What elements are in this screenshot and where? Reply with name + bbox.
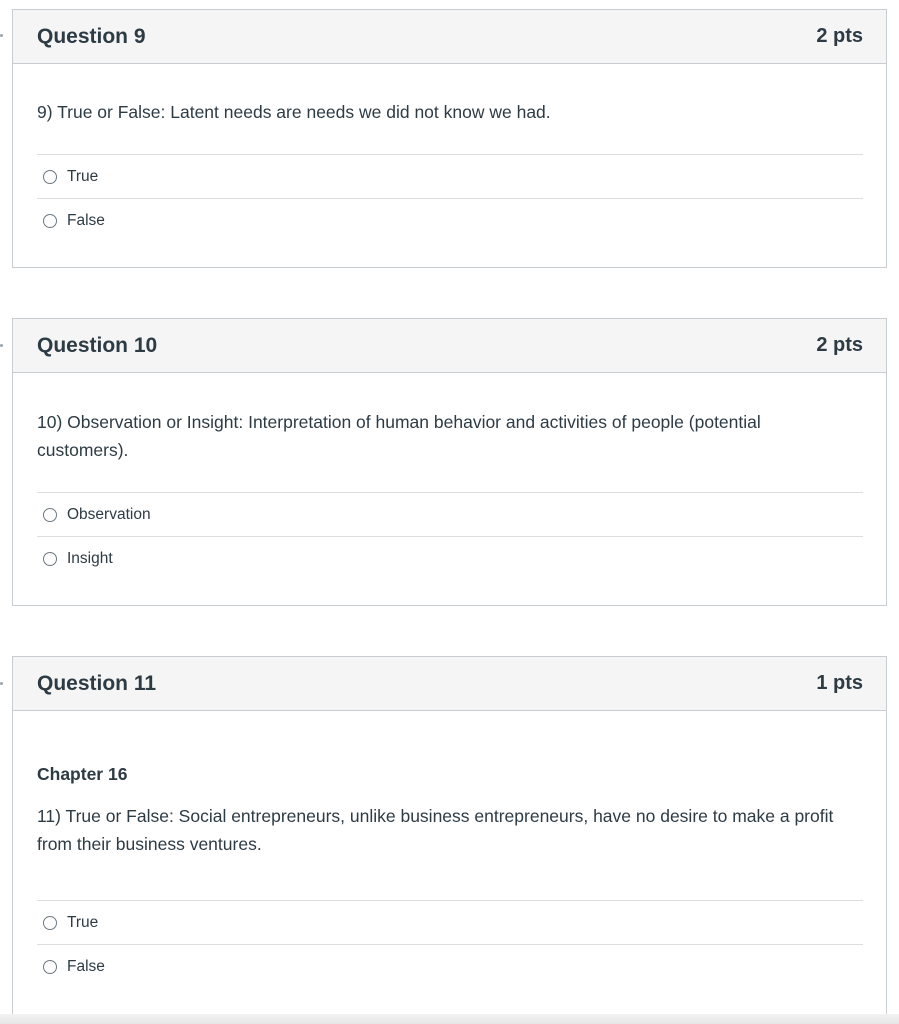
answer-label: True <box>67 167 99 185</box>
answer-label: False <box>67 212 105 229</box>
question-11 <box>12 656 887 1018</box>
edge-marker <box>0 682 3 685</box>
question-points: 1 pts <box>816 672 863 694</box>
answer-option-observation[interactable] <box>37 493 863 537</box>
radio-button-icon[interactable] <box>43 960 57 974</box>
question-header <box>13 657 886 711</box>
question-header <box>13 10 886 64</box>
question-9 <box>12 9 887 268</box>
radio-button-icon[interactable] <box>43 170 57 184</box>
answer-list <box>37 492 863 581</box>
question-text: 11) True or False: Social entrepreneurs, unlike business entrepreneurs, have no desire to make a profit from their business ventures. <box>37 806 834 854</box>
answer-option-false[interactable] <box>37 945 863 989</box>
question-body <box>13 408 886 581</box>
answer-label: True <box>67 913 99 931</box>
radio-button-icon[interactable] <box>43 508 57 522</box>
question-title: Question 9 <box>37 24 146 48</box>
answer-option-true[interactable] <box>37 901 863 945</box>
question-text: 9) True or False: Latent needs are needs we did not know we had. <box>37 102 551 122</box>
question-title: Question 10 <box>37 333 158 357</box>
edge-marker <box>0 34 3 37</box>
chapter-heading: Chapter 16 <box>37 764 128 784</box>
radio-button-icon[interactable] <box>43 916 57 930</box>
question-points: 2 pts <box>816 334 863 356</box>
question-body <box>13 98 886 243</box>
page-bottom-shadow <box>0 1014 899 1024</box>
answer-label: Insight <box>67 550 113 567</box>
answer-option-false[interactable] <box>37 199 863 243</box>
answer-option-true[interactable] <box>37 155 863 199</box>
question-header <box>13 319 886 373</box>
answer-label: False <box>67 958 105 975</box>
question-points: 2 pts <box>816 25 863 47</box>
edge-marker <box>0 344 3 347</box>
question-text: 10) Observation or Insight: Interpretation of human behavior and activities of people (potential customers). <box>37 412 761 460</box>
answer-label: Observation <box>67 505 151 523</box>
answer-list <box>37 154 863 243</box>
question-10 <box>12 318 887 606</box>
question-title: Question 11 <box>37 671 157 695</box>
answer-option-insight[interactable] <box>37 537 863 581</box>
answer-list <box>37 900 863 989</box>
radio-button-icon[interactable] <box>43 214 57 228</box>
radio-button-icon[interactable] <box>43 552 57 566</box>
question-body <box>13 760 886 989</box>
